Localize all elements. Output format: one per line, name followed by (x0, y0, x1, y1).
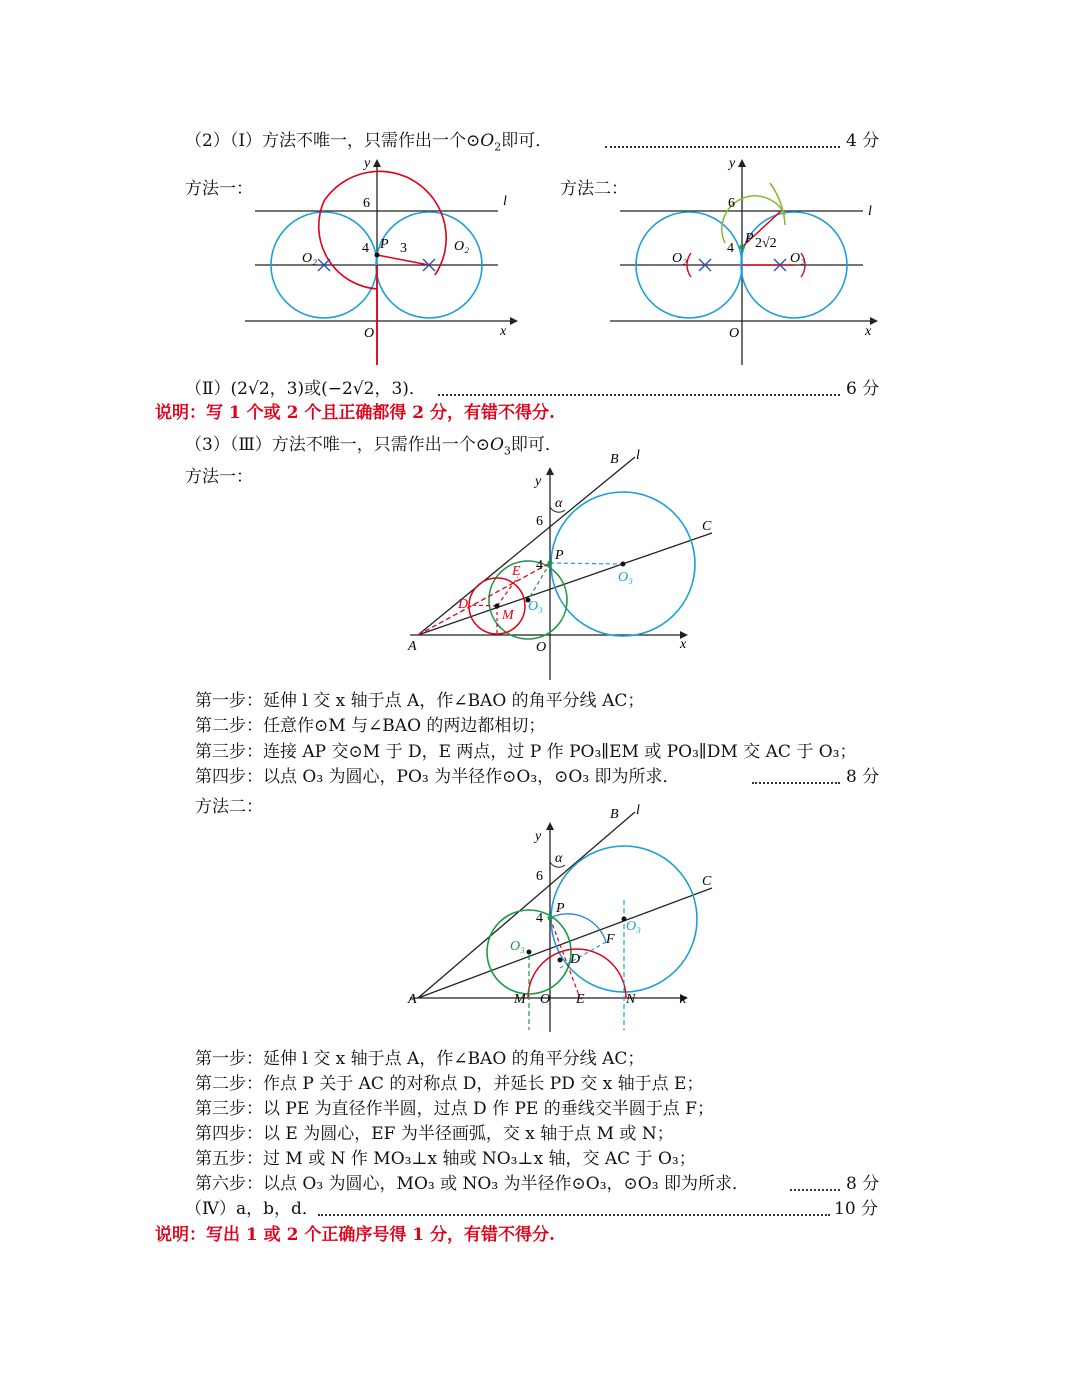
origin-label: O (364, 326, 375, 341)
point-m-label: M (502, 608, 514, 623)
tick-6-3: 6 (536, 514, 543, 529)
o2-right-label-2: O₂ (790, 251, 805, 266)
o3-symbol: O (489, 435, 504, 455)
o3-label-big: O₃ (618, 570, 633, 585)
p3-method-one-label: 方法一： (185, 467, 253, 487)
radius-2rt2-label: 2√2 (755, 236, 777, 251)
m1-step-1: 第一步：延伸 l 交 x 轴于点 A，作∠BAO 的角平分线 AC； (195, 691, 645, 711)
alpha-label: α (555, 496, 563, 511)
x-axis-label-2: x (865, 324, 872, 339)
tick-6-4: 6 (536, 869, 543, 884)
o3-label-small: O₃ (528, 599, 543, 614)
figure-part2-method2 (605, 155, 885, 370)
figure-part3-method1 (400, 445, 730, 685)
point-a-label: A (408, 639, 417, 654)
part2-line2: （Ⅱ）(2√2，3)或(−2√2，3)． (185, 379, 426, 399)
tick-6-2: 6 (728, 196, 735, 211)
m1-step-2: 第二步：任意作⊙M 与∠BAO 的两边都相切； (195, 716, 546, 736)
part2-line1-tail: 即可． (501, 131, 553, 151)
point-n-label: N (626, 992, 636, 1007)
point-d-label-4: D (570, 952, 581, 967)
o2-left-label: O₂ (302, 251, 317, 266)
origin-label-3: O (536, 640, 547, 655)
m2-step-4: 第四步：以 E 为圆心，EF 为半径画弧，交 x 轴于点 M 或 N； (195, 1124, 674, 1144)
tick-6: 6 (363, 196, 370, 211)
m2-step-1: 第一步：延伸 l 交 x 轴于点 A，作∠BAO 的角平分线 AC； (195, 1049, 645, 1069)
o2-symbol: O (480, 131, 495, 151)
radius-3-label: 3 (400, 241, 407, 256)
part2-line1-lead: （2）（Ⅰ）方法不唯一，只需作出一个⊙ (185, 131, 481, 151)
part3-line4: （Ⅳ）a，b，d． (185, 1199, 319, 1219)
origin-label-4: O (540, 992, 551, 1007)
o3-label-left: O₃ (510, 939, 525, 954)
leader-dots-3 (752, 782, 840, 784)
y-axis-label-2: y (729, 156, 736, 171)
o2-left-label-2: O₂ (672, 251, 687, 266)
m2-step-2: 第二步：作点 P 关于 AC 的对称点 D，并延长 PD 交 x 轴于点 E； (195, 1074, 704, 1094)
y-axis-label-4: y (535, 829, 542, 844)
method-one-label: 方法一： (185, 179, 253, 199)
tick-4-2: 4 (727, 241, 734, 256)
origin-label-2: O (729, 326, 740, 341)
leader-dots-5 (318, 1214, 830, 1216)
point-e-label-4: E (576, 992, 585, 1007)
point-d-label: D (458, 597, 469, 612)
figure-part2-method1 (240, 155, 520, 370)
score-10: 10 分 (834, 1199, 879, 1219)
note-1: 说明：写 1 个或 2 个且正确都得 2 分，有错不得分. (155, 403, 555, 423)
method-two-label: 方法二： (560, 179, 628, 199)
score-4: 4 分 (846, 131, 880, 151)
tick-4-3: 4 (536, 558, 543, 573)
score-8-a: 8 分 (846, 767, 880, 787)
point-c-label: C (702, 519, 712, 534)
point-e-label: E (512, 564, 521, 579)
leader-dots (605, 146, 840, 148)
point-b-label: B (610, 452, 619, 467)
m1-step-4: 第四步：以点 O₃ 为圆心，PO₃ 为半径作⊙O₃，⊙O₃ 即为所求． (195, 767, 680, 787)
x-axis-label-3: x (680, 637, 687, 652)
part3-line1-lead: （3）（Ⅲ）方法不唯一，只需作出一个⊙ (185, 435, 490, 455)
line-l-label: l (503, 194, 507, 209)
part3-line1-tail: 即可． (510, 435, 562, 455)
p3-method-two-label: 方法二： (195, 797, 263, 817)
o2-right-label: O₂ (454, 239, 469, 254)
m2-step-5: 第五步：过 M 或 N 作 MO₃⊥x 轴或 NO₃⊥x 轴，交 AC 于 O₃； (195, 1149, 696, 1169)
x-axis-label-4: x (680, 992, 687, 1007)
m2-step-6: 第六步：以点 O₃ 为圆心，MO₃ 或 NO₃ 为半径作⊙O₃，⊙O₃ 即为所求． (195, 1174, 749, 1194)
leader-dots-2 (438, 394, 840, 396)
line-l-label-2: l (868, 204, 872, 219)
point-m-label-4: M (514, 992, 526, 1007)
line-l-label-3: l (636, 448, 640, 463)
y-axis-label-3: y (535, 474, 542, 489)
y-axis-label: y (364, 156, 371, 171)
alpha-label-4: α (555, 851, 563, 866)
note-2: 说明：写出 1 或 2 个正确序号得 1 分，有错不得分. (155, 1225, 555, 1245)
point-b-label-4: B (610, 807, 619, 822)
line-l-label-4: l (636, 803, 640, 818)
o2-sub: 2 (494, 140, 502, 154)
point-f-label: F (606, 932, 615, 947)
o3-sub: 3 (503, 444, 511, 458)
x-axis-label: x (500, 324, 507, 339)
score-6: 6 分 (846, 379, 880, 399)
m2-step-3: 第三步：以 PE 为直径作半圆，过点 D 作 PE 的垂线交半圆于点 F； (195, 1099, 714, 1119)
point-p-label-3: P (555, 548, 564, 563)
point-c-label-4: C (702, 874, 712, 889)
o3-label-right: O₃ (626, 919, 641, 934)
figure-part3-method2 (400, 800, 730, 1040)
leader-dots-4 (790, 1189, 840, 1191)
tick-4: 4 (362, 241, 369, 256)
point-p-label-4: P (556, 901, 565, 916)
score-8-b: 8 分 (846, 1174, 880, 1194)
point-p-label-2: P (745, 231, 754, 246)
m1-step-3: 第三步：连接 AP 交⊙M 于 D，E 两点，过 P 作 PO₃∥EM 或 PO₃∥DM 交 AC 于 O₃； (195, 742, 857, 762)
tick-4-4: 4 (536, 911, 543, 926)
point-p-label: P (380, 237, 389, 252)
point-a-label-4: A (408, 992, 417, 1007)
